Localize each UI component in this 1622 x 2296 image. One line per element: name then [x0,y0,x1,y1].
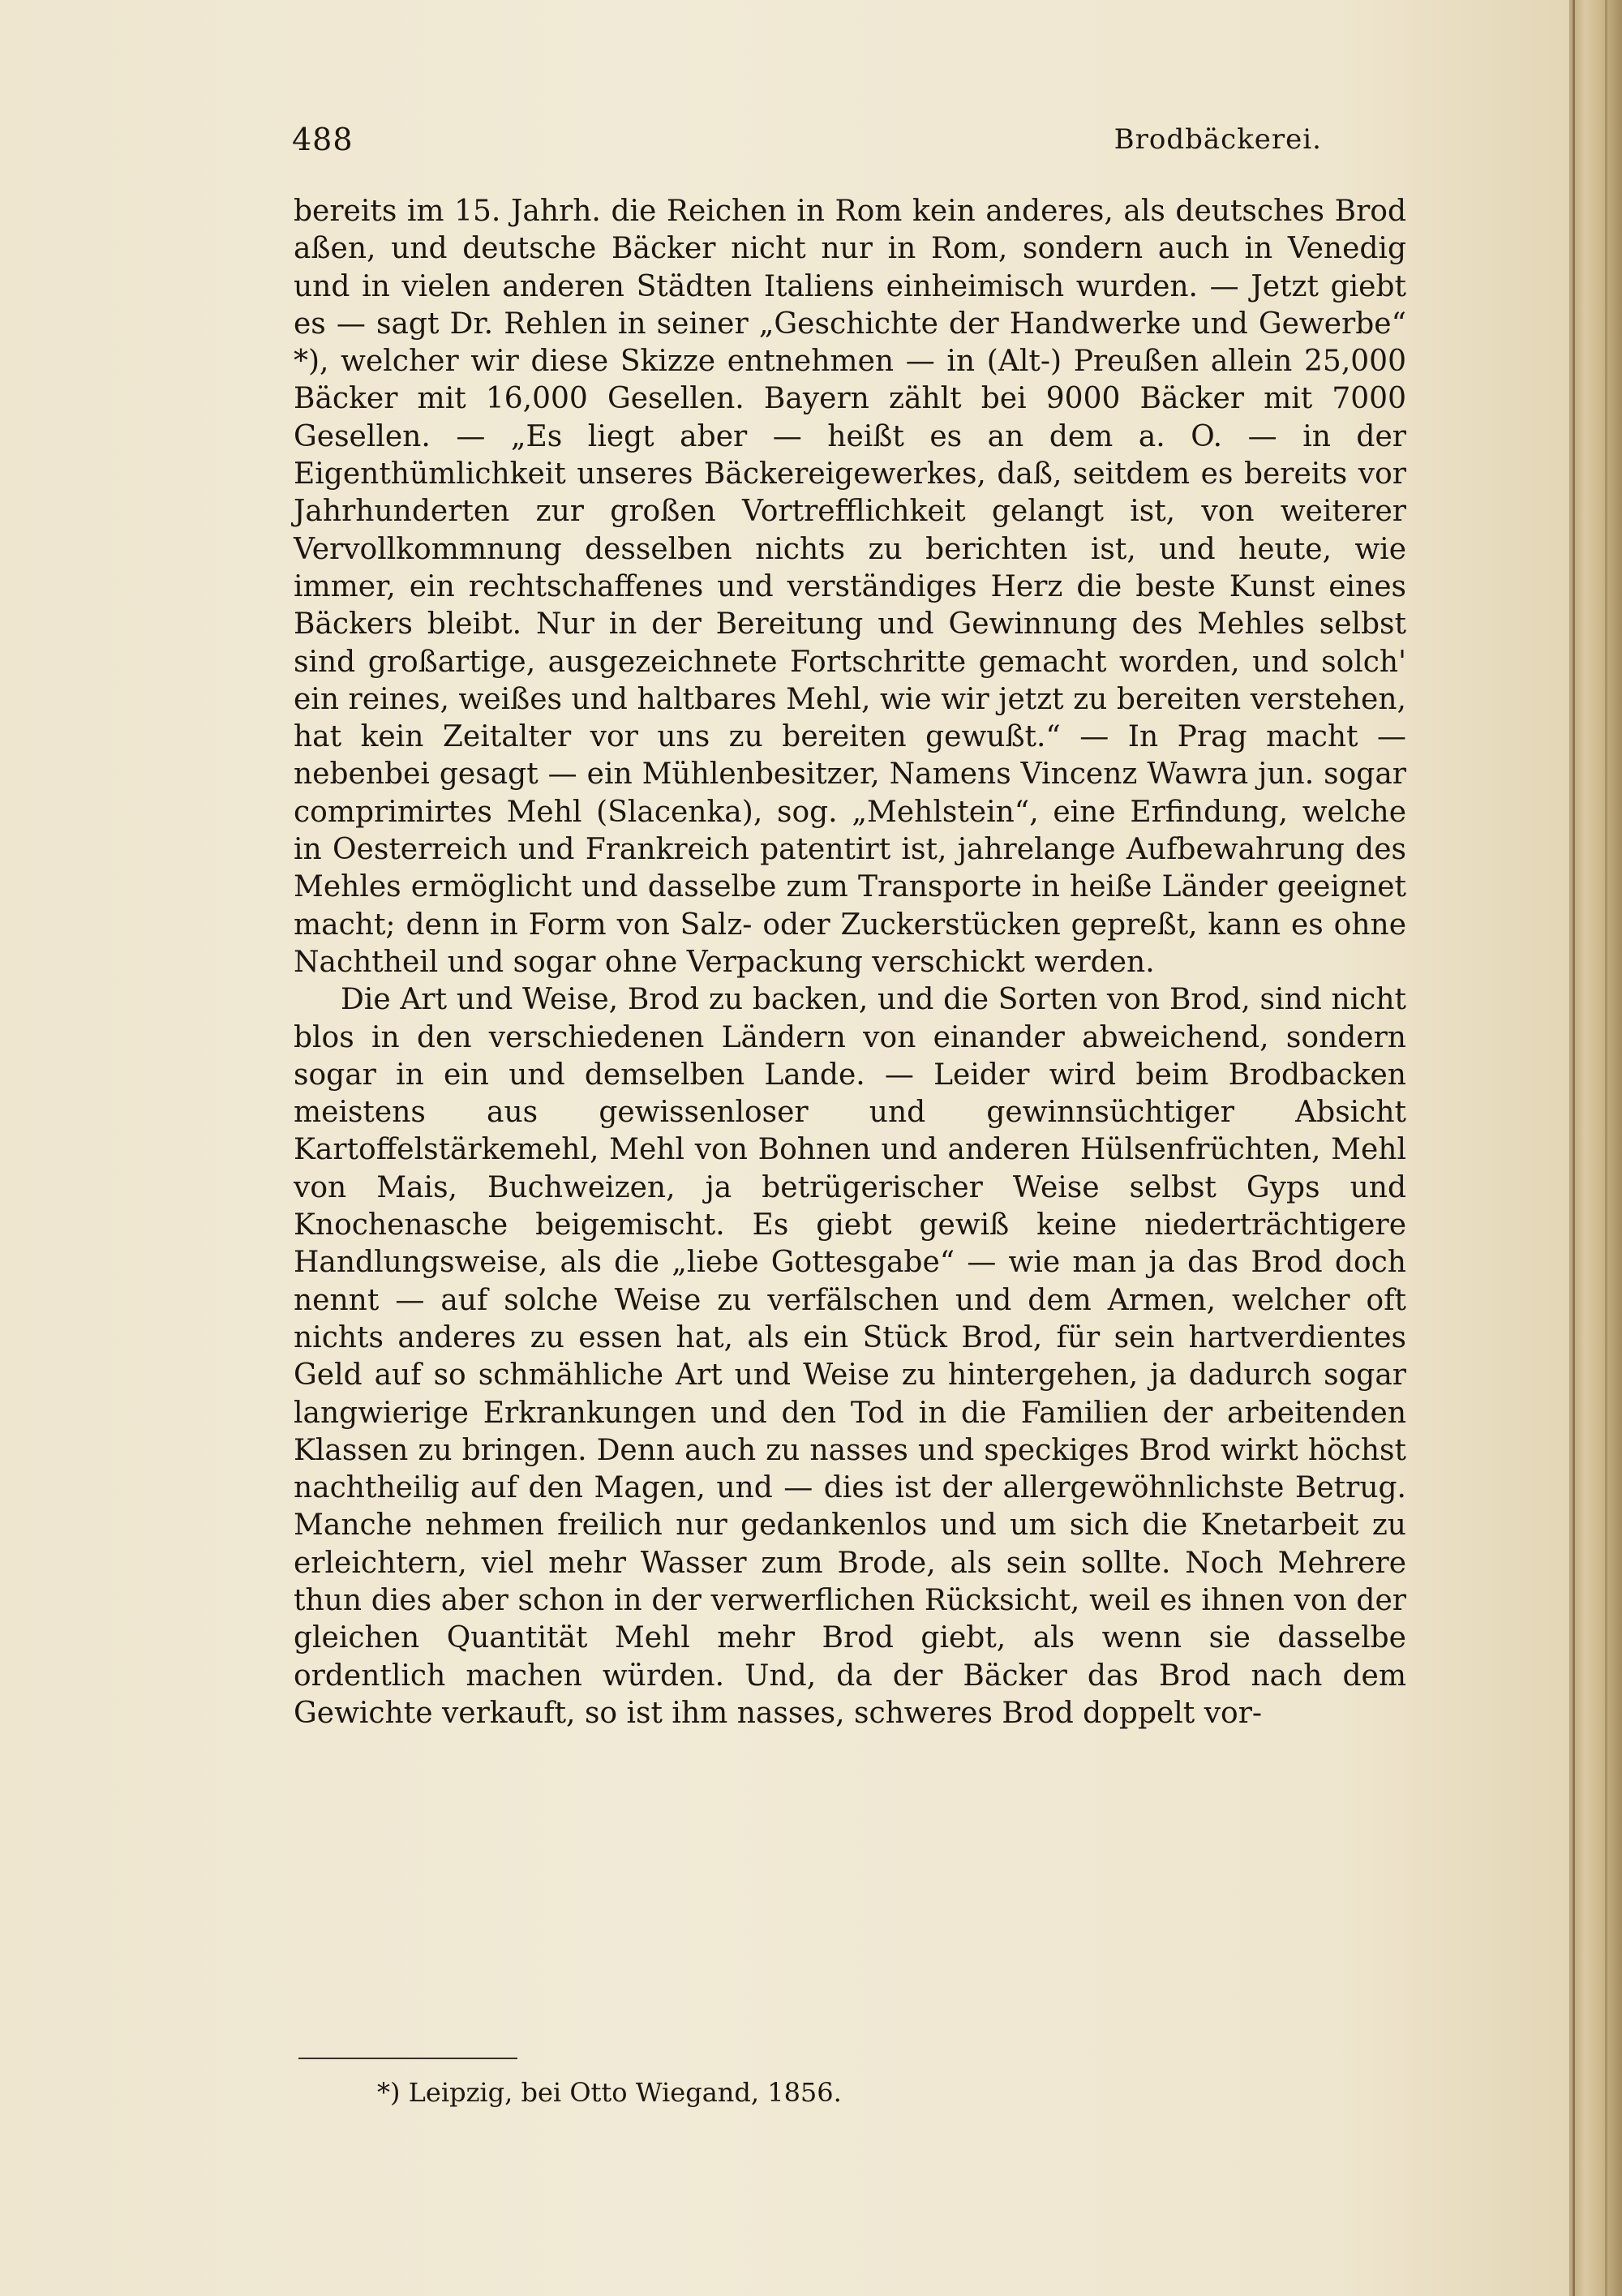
book-spine-edge [1569,0,1622,2296]
footnote: *) Leipzig, bei Otto Wiegand, 1856. [377,2077,842,2108]
spine-edge-line [1573,0,1575,2296]
running-title: Brodbäckerei. [1114,123,1322,156]
spine-edge-line [1605,0,1607,2296]
paragraph: Die Art und Weise, Brod zu backen, und die Sorten von Brod, sind nicht blos in den verschiedenen Ländern von einander abweichend, sondern sogar in ein und demselben Lande. — Leider wird beim Brodbacken meistens aus gewissenloser und gewinnsüchtiger Absicht Kartoffelstärkemehl, Mehl von Bohnen und anderen Hülsenfrüchten, Mehl von Mais, Buchweizen, ja betrügerischer Weise selbst Gyps und Knochenasche beigemischt. Es giebt gewiß keine niederträchtigere Handlungsweise, als die „liebe Gottesgabe“ — wie man ja das Brod doch nennt — auf solche Weise zu verfälschen und dem Armen, welcher oft nichts anderes zu essen hat, als ein Stück Brod, für sein hartverdientes Geld auf so schmähliche Art und Weise zu hintergehen, ja dadurch sogar langwierige Erkrankungen und den Tod in die Familien der arbeitenden Klassen zu bringen. Denn auch zu nasses und speckiges Brod wirkt höchst nachtheilig auf den Magen, und — dies ist der allergewöhnlichste Betrug. Manche nehmen freilich nur gedankenlos und um sich die Knetarbeit zu erleichtern, viel mehr Wasser zum Brode, als sein sollte. Noch Mehrere thun dies aber schon in der verwerflichen Rücksicht, weil es ihnen von der gleichen Quantität Mehl mehr Brod giebt, als wenn sie dasselbe ordentlich machen würden. Und, da der Bäcker das Brod nach dem Gewichte verkauft, so ist ihm nasses, schweres Brod doppelt vor- [294,983,1406,1730]
page-number: 488 [292,122,354,157]
paragraph-continued: bereits im 15. Jahrh. die Reichen in Rom kein anderes, als deutsches Brod aßen, und deutsche Bäcker nicht nur in Rom, sondern auch in Venedig und in vielen anderen Städten Italiens einheimisch wurden. — Jetzt giebt es — sagt Dr. Rehlen in seiner „Geschichte der Handwerke und Gewerbe“ *), welcher wir diese Skizze entnehmen — in (Alt-) Preußen allein 25,000 Bäcker mit 16,000 Gesellen. Bayern zählt bei 9000 Bäcker mit 7000 Gesellen. — „Es liegt aber — heißt es an dem a. O. — in der Eigenthümlichkeit unseres Bäckereigewerkes, daß, seitdem es bereits vor Jahrhunderten zur großen Vortrefflichkeit gelangt ist, von weiterer Vervollkommnung desselben nichts zu berichten ist, und heute, wie immer, ein rechtschaffenes und verständiges Herz die beste Kunst eines Bäckers bleibt. Nur in der Bereitung und Gewinnung des Mehles selbst sind großartige, ausgezeichnete Fortschritte gemacht worden, und solch' ein reines, weißes und haltbares Mehl, wie wir jetzt zu bereiten verstehen, hat kein Zeitalter vor uns zu bereiten gewußt.“ — In Prag macht — nebenbei gesagt — ein Mühlenbesitzer, Namens Vincenz Wawra jun. sogar comprimirtes Mehl (Slacenka), sog. „Mehlstein“, eine Erfindung, welche in Oesterreich und Frankreich patentirt ist, jahrelange Aufbewahrung des Mehles ermöglicht und dasselbe zum Transporte in heiße Länder geeignet macht; denn in Form von Salz- oder Zuckerstücken gepreßt, kann es ohne Nachtheil und sogar ohne Verpackung verschickt werden. [294,195,1406,979]
body-text [294,193,1406,1732]
running-head [292,122,1452,170]
footnote-rule [298,2058,517,2059]
